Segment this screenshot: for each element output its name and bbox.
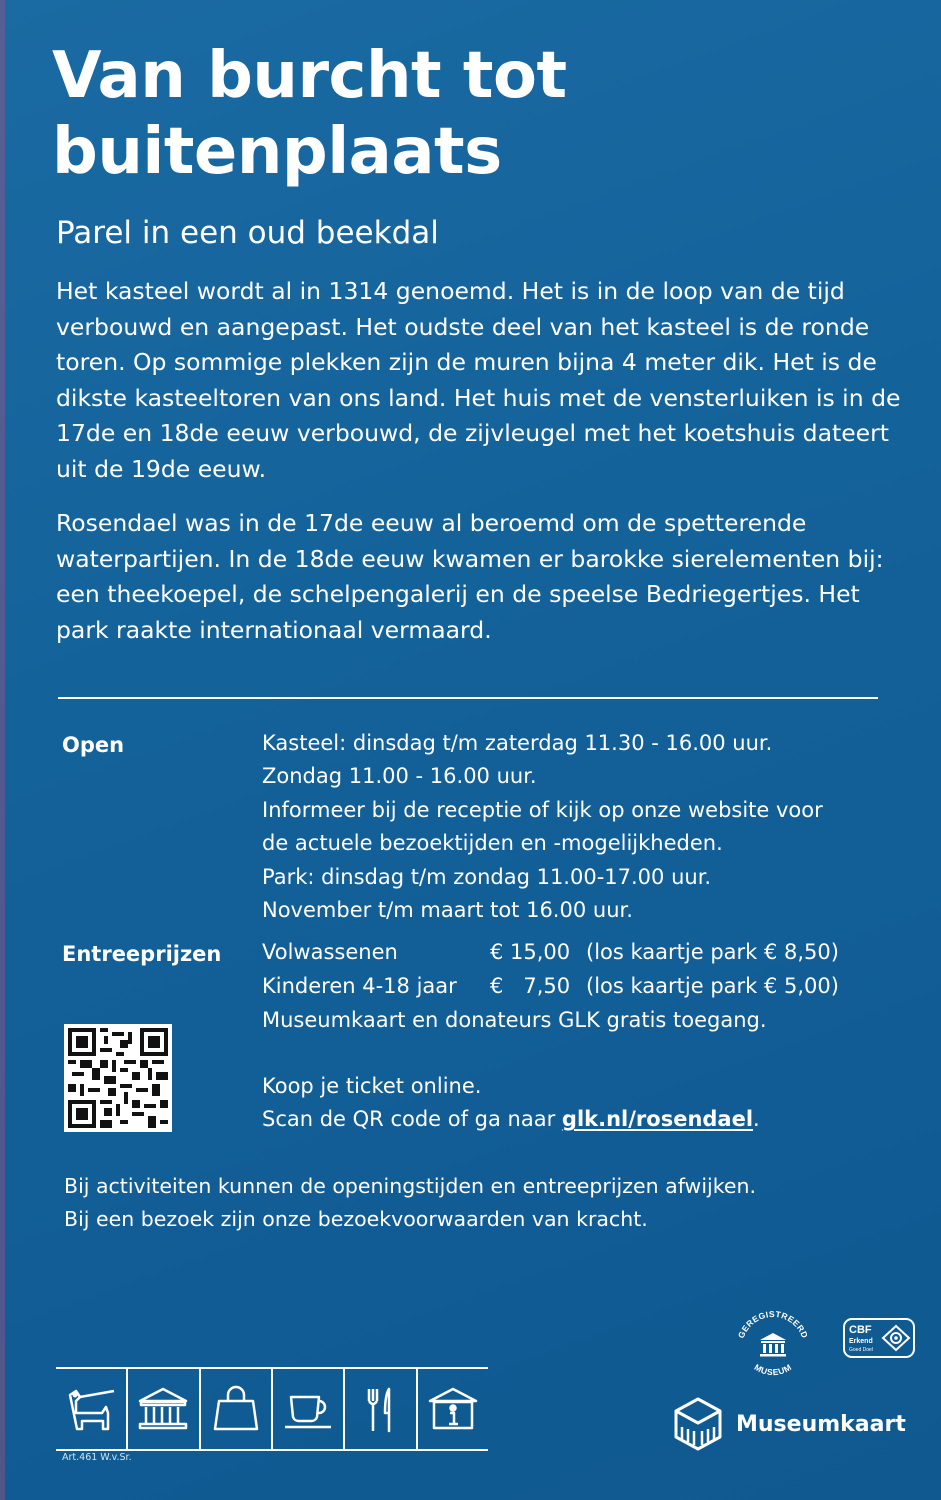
price-note: (los kaartje park € 5,00) [586,974,839,998]
dog-on-leash-icon [62,1383,120,1435]
price-note: (los kaartje park € 8,50) [586,940,839,964]
museumkaart-cube-icon [672,1395,724,1453]
opening-hours-line: Kasteel: dinsdag t/m zaterdag 11.30 - 16.00 uur. [262,731,773,755]
coffee-cup-icon [279,1383,337,1435]
museum-building-icon [134,1383,192,1435]
legal-notice: Art.461 W.v.Sr. [62,1452,132,1463]
price-row [262,935,839,969]
price-table [262,935,839,1037]
qr-code-icon [68,1028,168,1128]
museumkaart-label: Museumkaart [736,1411,906,1437]
opening-hours-line: de actuele bezoektijden en -mogelijkheden. [262,831,723,856]
price-group: Kinderen 4-18 jaar [262,974,457,998]
opening-hours-line: November t/m maart tot 16.00 uur. [262,898,633,923]
prices-label: Entreeprijzen [62,942,222,966]
free-entry-note: Museumkaart en donateurs GLK gratis toegang. [262,1008,767,1032]
amenity-item [56,1369,126,1449]
registered-museum-badge-icon [728,1306,818,1384]
open-label: Open [62,733,125,757]
park-paragraph: Rosendael was in de 17de eeuw al beroemd om de spetterende waterpartijen. In de 18de eeuw kwamen er barokke sierelementen bij: een theekoepel, de schelpengalerij en de speelse Bedriegertjes. Het park raakte internationaal vermaard. [56,509,884,644]
opening-hours-line: Zondag 11.00 - 16.00 uur. [262,764,537,789]
scan-text: Scan de QR code of ga naar [262,1107,562,1132]
price-amount: € 15,00 [490,940,571,964]
footer-notice [64,1170,756,1237]
buy-ticket-text: Koop je ticket online. [262,1074,482,1098]
ticket-info [262,1070,760,1137]
amenity-icons [56,1367,488,1451]
price-amount: € 7,50 [490,974,571,998]
amenity-item [416,1369,488,1449]
footer-line: Bij activiteiten kunnen de openingstijden en entreeprijzen afwijken. [64,1174,756,1198]
sign-subtitle: Parel in een oud beekdal [56,215,439,251]
opening-hours [262,727,823,927]
amenity-item [343,1369,415,1449]
restaurant-cutlery-icon [351,1383,409,1435]
opening-hours-line: Park: dinsdag t/m zondag 11.00-17.00 uur. [262,864,712,889]
svg-text:CBF: CBF [849,1324,872,1336]
amenity-item [271,1369,343,1449]
amenity-item [199,1369,271,1449]
opening-hours-line: Informeer bij de receptie of kijk op onze website voor [262,797,823,822]
svg-text:Goed Doel: Goed Doel [849,1347,873,1353]
svg-text:MUSEUM: MUSEUM [752,1361,794,1378]
history-paragraph: Het kasteel wordt al in 1314 genoemd. Het is in de loop van de tijd verbouwd en aangepast. Het oudste deel van het kasteel is de ronde toren. Op sommige plekken zijn de muren bijna 4 meter dik. Het is de dikste kasteeltoren van ons land. Het huis met de vensterluiken is in de 17de en 18de eeuw verbouwd, de zijvleugel met het koetshuis dateert uit de 19de eeuw. [56,277,901,483]
title-line-1: Van burcht tot [52,39,567,113]
price-row [262,969,839,1003]
amenity-item [126,1369,198,1449]
scan-line [262,1103,760,1136]
website-link[interactable]: glk.nl/rosendael [561,1107,754,1132]
museumkaart-logo [672,1395,906,1453]
footer-line: Bij een bezoek zijn onze bezoekvoorwaarden van kracht. [64,1207,648,1232]
scan-period: . [753,1107,760,1132]
qr-code[interactable] [64,1024,172,1132]
board-edge [0,0,5,1500]
svg-text:Erkend: Erkend [849,1338,873,1345]
cbf-badge-icon [843,1318,915,1358]
sign-title [52,38,567,190]
information-icon [424,1383,482,1435]
svg-text:GEREGISTREERD: GEREGISTREERD [735,1308,811,1340]
title-line-2: buitenplaats [52,115,502,189]
shop-bag-icon [207,1383,265,1435]
price-group: Volwassenen [262,940,398,964]
divider-line [58,697,878,699]
